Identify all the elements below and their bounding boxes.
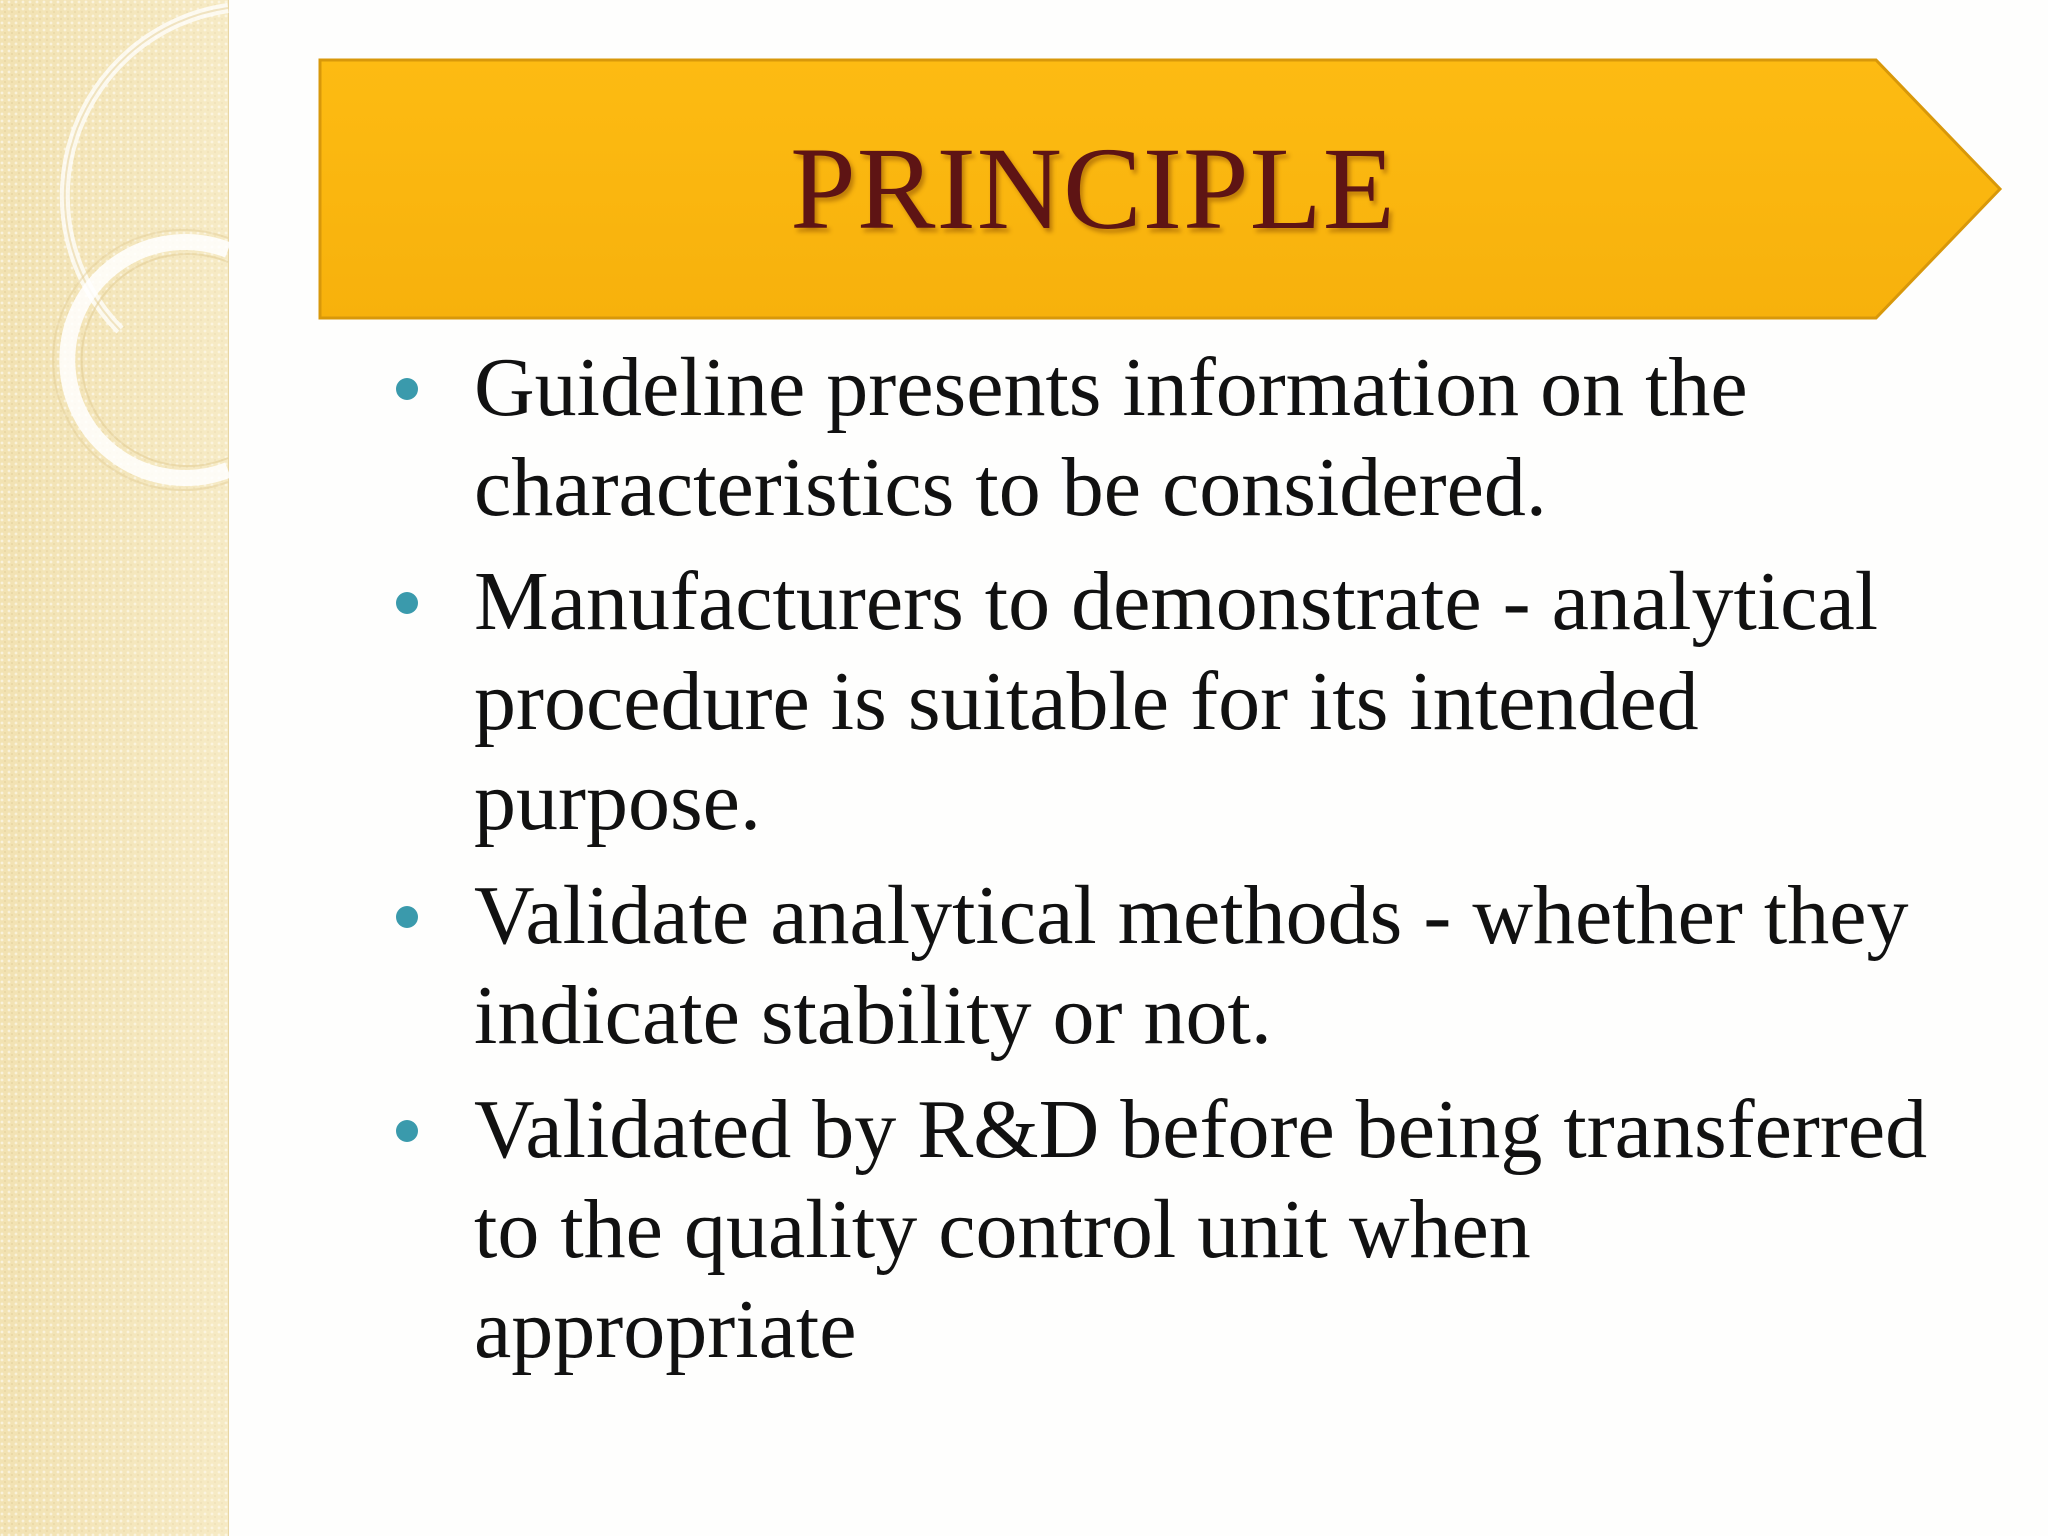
bullet-dot-icon [396,1120,418,1142]
title-banner [318,58,2003,320]
list-item [390,866,1934,1066]
bullet-text: Manufacturers to demonstrate - analytical procedure is suitable for its intended purpose. [474,555,1879,848]
bullet-dot-icon [396,378,418,400]
list-item [390,552,1934,852]
bullet-dot-icon [396,592,418,614]
bullet-text: Validate analytical methods - whether they indicate stability or not. [474,869,1909,1062]
decorative-rings [0,0,240,520]
slide-title: PRINCIPLE [790,123,1396,254]
bullet-text: Guideline presents information on the characteristics to be considered. [474,341,1748,534]
list-item [390,1080,1934,1380]
list-item [390,338,1934,538]
bullet-text: Validated by R&D before being transferred to the quality control unit when appropriate [474,1083,1928,1376]
bullet-list [390,338,1990,1394]
bullet-dot-icon [396,906,418,928]
